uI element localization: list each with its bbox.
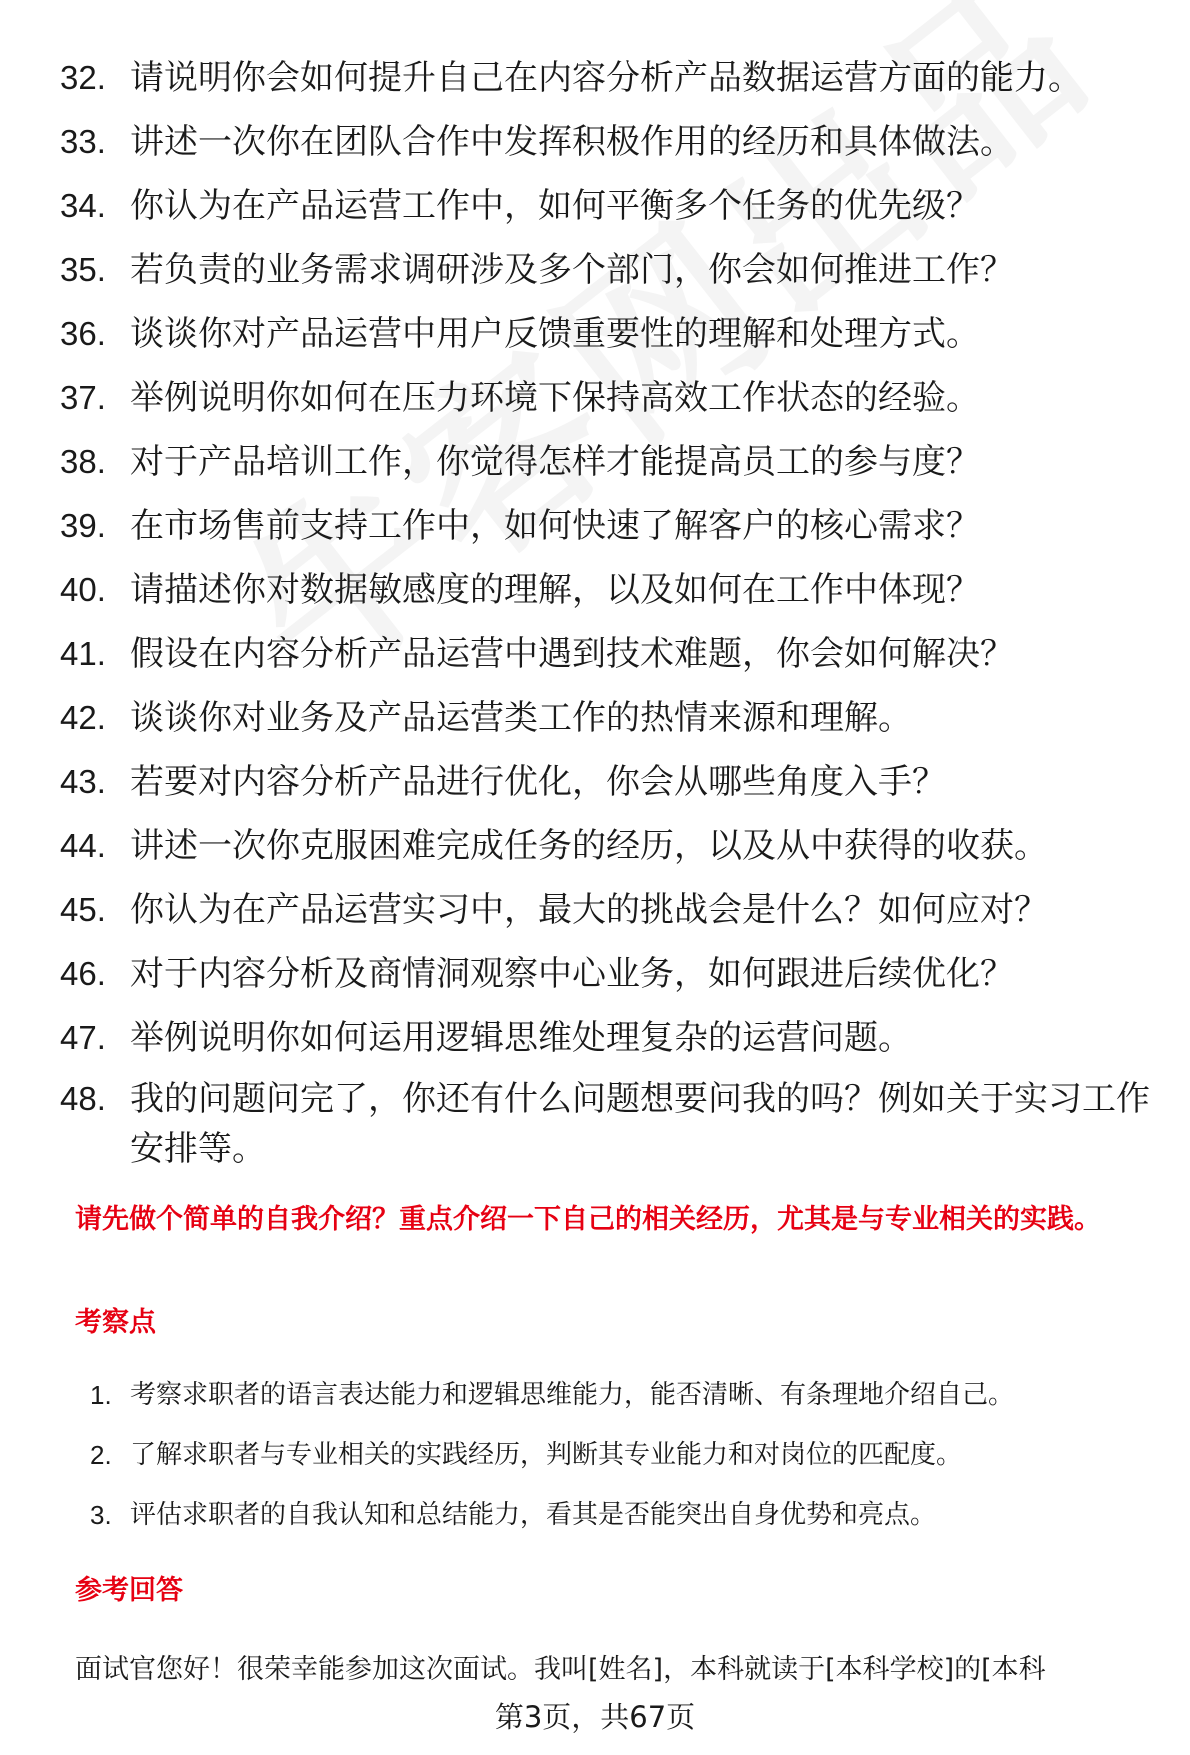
point-number: 2. (90, 1440, 112, 1470)
question-text: 我的问题问完了，你还有什么问题想要问我的吗？例如关于实习工作安排等。 (130, 1079, 1150, 1169)
question-text: 若要对内容分析产品进行优化，你会从哪些角度入手？ (130, 762, 946, 802)
question-text: 举例说明你如何运用逻辑思维处理复杂的运营问题。 (130, 1018, 912, 1058)
point-text: 考察求职者的语言表达能力和逻辑思维能力，能否清晰、有条理地介绍自己。 (130, 1380, 1015, 1410)
question-number: 46. (60, 955, 106, 992)
question-text: 请描述你对数据敏感度的理解，以及如何在工作中体现？ (130, 570, 980, 610)
list-item (90, 1375, 1170, 1435)
question-number: 42. (60, 699, 106, 736)
question-text: 谈谈你对业务及产品运营类工作的热情来源和理解。 (130, 698, 912, 738)
question-text: 对于内容分析及商情洞观察中心业务，如何跟进后续优化？ (130, 954, 1014, 994)
section-title-answer: 参考回答 (75, 1575, 183, 1606)
question-text: 你认为在产品运营实习中，最大的挑战会是什么？如何应对？ (130, 890, 1048, 930)
question-list (60, 50, 1170, 1174)
list-item (60, 498, 1170, 562)
list-item (60, 370, 1170, 434)
question-number: 43. (60, 763, 106, 800)
question-number: 47. (60, 1019, 106, 1056)
list-item (60, 242, 1170, 306)
question-text: 讲述一次你克服困难完成任务的经历，以及从中获得的收获。 (130, 826, 1048, 866)
question-number: 45. (60, 891, 106, 928)
question-number: 34. (60, 187, 106, 224)
list-item (60, 1074, 1170, 1174)
question-text: 请说明你会如何提升自己在内容分析产品数据运营方面的能力。 (130, 58, 1082, 98)
list-item (60, 50, 1170, 114)
question-text: 若负责的业务需求调研涉及多个部门，你会如何推进工作？ (130, 250, 1014, 290)
question-number: 32. (60, 59, 106, 96)
question-number: 36. (60, 315, 106, 352)
point-text: 了解求职者与专业相关的实践经历，判断其专业能力和对岗位的匹配度。 (130, 1440, 963, 1470)
list-item (60, 178, 1170, 242)
question-number: 35. (60, 251, 106, 288)
question-number: 40. (60, 571, 106, 608)
list-item (60, 690, 1170, 754)
list-item (90, 1495, 1170, 1555)
section-title-inspection: 考察点 (75, 1307, 156, 1338)
point-number: 1. (90, 1380, 112, 1410)
list-item (60, 114, 1170, 178)
inspection-points-list (90, 1375, 1170, 1555)
list-item (90, 1435, 1170, 1495)
list-item (60, 754, 1170, 818)
answer-text: 面试官您好！很荣幸能参加这次面试。我叫[姓名]，本科就读于[本科学校]的[本科 (75, 1654, 1046, 1685)
list-item (60, 882, 1170, 946)
highlight-question: 请先做个简单的自我介绍？重点介绍一下自己的相关经历，尤其是与专业相关的实践。 (75, 1204, 1101, 1235)
list-item (60, 626, 1170, 690)
list-item (60, 434, 1170, 498)
question-text: 假设在内容分析产品运营中遇到技术难题，你会如何解决？ (130, 634, 1014, 674)
list-item (60, 1010, 1170, 1074)
question-number: 44. (60, 827, 106, 864)
question-number: 39. (60, 507, 106, 544)
question-text: 举例说明你如何在压力环境下保持高效工作状态的经验。 (130, 378, 980, 418)
question-text: 谈谈你对产品运营中用户反馈重要性的理解和处理方式。 (130, 314, 980, 354)
page-footer: 第3页，共67页 (494, 1700, 696, 1734)
question-number: 38. (60, 443, 106, 480)
question-text: 对于产品培训工作，你觉得怎样才能提高员工的参与度？ (130, 442, 980, 482)
question-number: 33. (60, 123, 106, 160)
list-item (60, 306, 1170, 370)
question-number: 37. (60, 379, 106, 416)
point-text: 评估求职者的自我认知和总结能力，看其是否能突出自身优势和亮点。 (130, 1500, 937, 1530)
question-text: 在市场售前支持工作中，如何快速了解客户的核心需求？ (130, 506, 980, 546)
list-item (60, 562, 1170, 626)
point-number: 3. (90, 1500, 112, 1530)
question-number: 48. (60, 1080, 106, 1117)
list-item (60, 818, 1170, 882)
question-number: 41. (60, 635, 106, 672)
question-text: 讲述一次你在团队合作中发挥积极作用的经历和具体做法。 (130, 122, 1014, 162)
list-item (60, 946, 1170, 1010)
question-text: 你认为在产品运营工作中，如何平衡多个任务的优先级？ (130, 186, 980, 226)
